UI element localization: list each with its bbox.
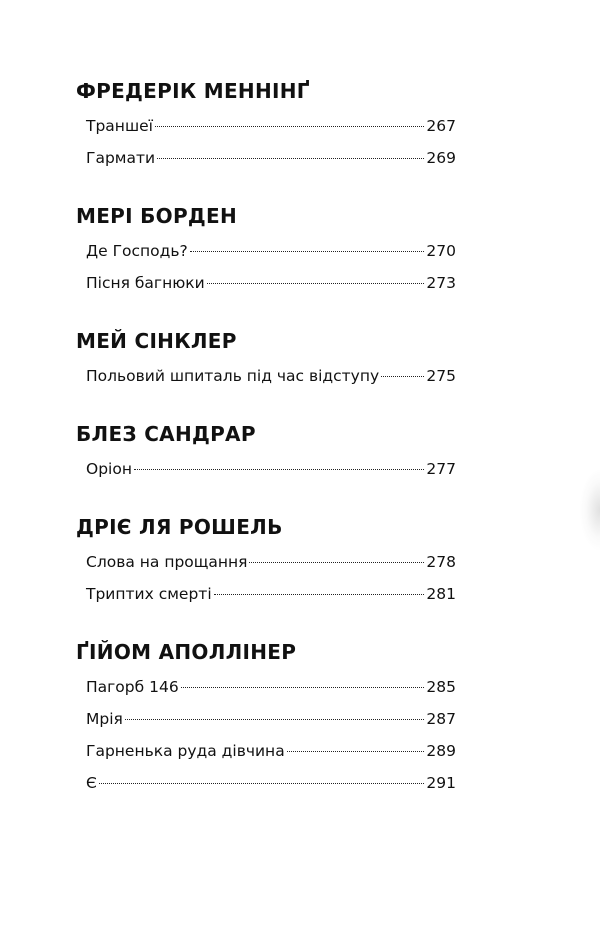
- toc-section: [76, 512, 456, 610]
- toc-section: [76, 201, 456, 299]
- page-number: 277: [426, 460, 456, 478]
- toc-entry: [76, 142, 456, 174]
- page-edge-shadow: [580, 470, 600, 550]
- toc-entry: [76, 235, 456, 267]
- entry-title: Пагорб 146: [86, 678, 179, 696]
- toc-entry: [76, 735, 456, 767]
- dot-leader: [287, 751, 425, 752]
- toc-entry: [76, 578, 456, 610]
- author-heading: МЕРІ БОРДЕН: [76, 204, 238, 228]
- toc-entry: [76, 767, 456, 799]
- toc-entry: [76, 267, 456, 299]
- author-heading: ФРЕДЕРІК МЕННІНҐ: [76, 79, 310, 103]
- page-number: 281: [426, 585, 456, 603]
- dot-leader: [181, 687, 425, 688]
- page-number: 287: [426, 710, 456, 728]
- page-number: 270: [426, 242, 456, 260]
- entry-title: Траншеї: [86, 117, 153, 135]
- dot-leader: [207, 283, 425, 284]
- page-number: 291: [426, 774, 456, 792]
- entry-title: Оріон: [86, 460, 132, 478]
- entry-title: Триптих смерті: [86, 585, 212, 603]
- toc-section: [76, 419, 456, 485]
- dot-leader: [381, 376, 424, 377]
- dot-leader: [249, 562, 424, 563]
- dot-leader: [134, 469, 424, 470]
- entry-title: Гарненька руда дівчина: [86, 742, 285, 760]
- dot-leader: [157, 158, 424, 159]
- dot-leader: [155, 126, 424, 127]
- page-number: 269: [426, 149, 456, 167]
- toc-entry: [76, 546, 456, 578]
- toc-section: [76, 76, 456, 174]
- table-of-contents: [76, 76, 456, 826]
- author-heading: ДРІЄ ЛЯ РОШЕЛЬ: [76, 515, 283, 539]
- page-number: 267: [426, 117, 456, 135]
- toc-entry: [76, 671, 456, 703]
- page-number: 278: [426, 553, 456, 571]
- dot-leader: [125, 719, 425, 720]
- author-heading: МЕЙ СІНКЛЕР: [76, 329, 237, 353]
- entry-title: Є: [86, 774, 97, 792]
- toc-section: [76, 637, 456, 799]
- toc-entry: [76, 453, 456, 485]
- dot-leader: [214, 594, 425, 595]
- entry-title: Слова на прощання: [86, 553, 248, 571]
- page-number: 273: [426, 274, 456, 292]
- entry-title: Мрія: [86, 710, 123, 728]
- author-heading: БЛЕЗ САНДРАР: [76, 422, 256, 446]
- author-heading: ҐІЙОМ АПОЛЛІНЕР: [76, 640, 297, 664]
- entry-title: Гармати: [86, 149, 156, 167]
- toc-entry: [76, 110, 456, 142]
- page-number: 275: [426, 367, 456, 385]
- dot-leader: [99, 783, 425, 784]
- page-number: 285: [426, 678, 456, 696]
- toc-entry: [76, 703, 456, 735]
- dot-leader: [190, 251, 425, 252]
- entry-title: Польовий шпиталь під час відступу: [86, 367, 380, 385]
- toc-section: [76, 326, 456, 392]
- entry-title: Де Господь?: [86, 242, 188, 260]
- toc-entry: [76, 360, 456, 392]
- page-number: 289: [426, 742, 456, 760]
- entry-title: Пісня багнюки: [86, 274, 205, 292]
